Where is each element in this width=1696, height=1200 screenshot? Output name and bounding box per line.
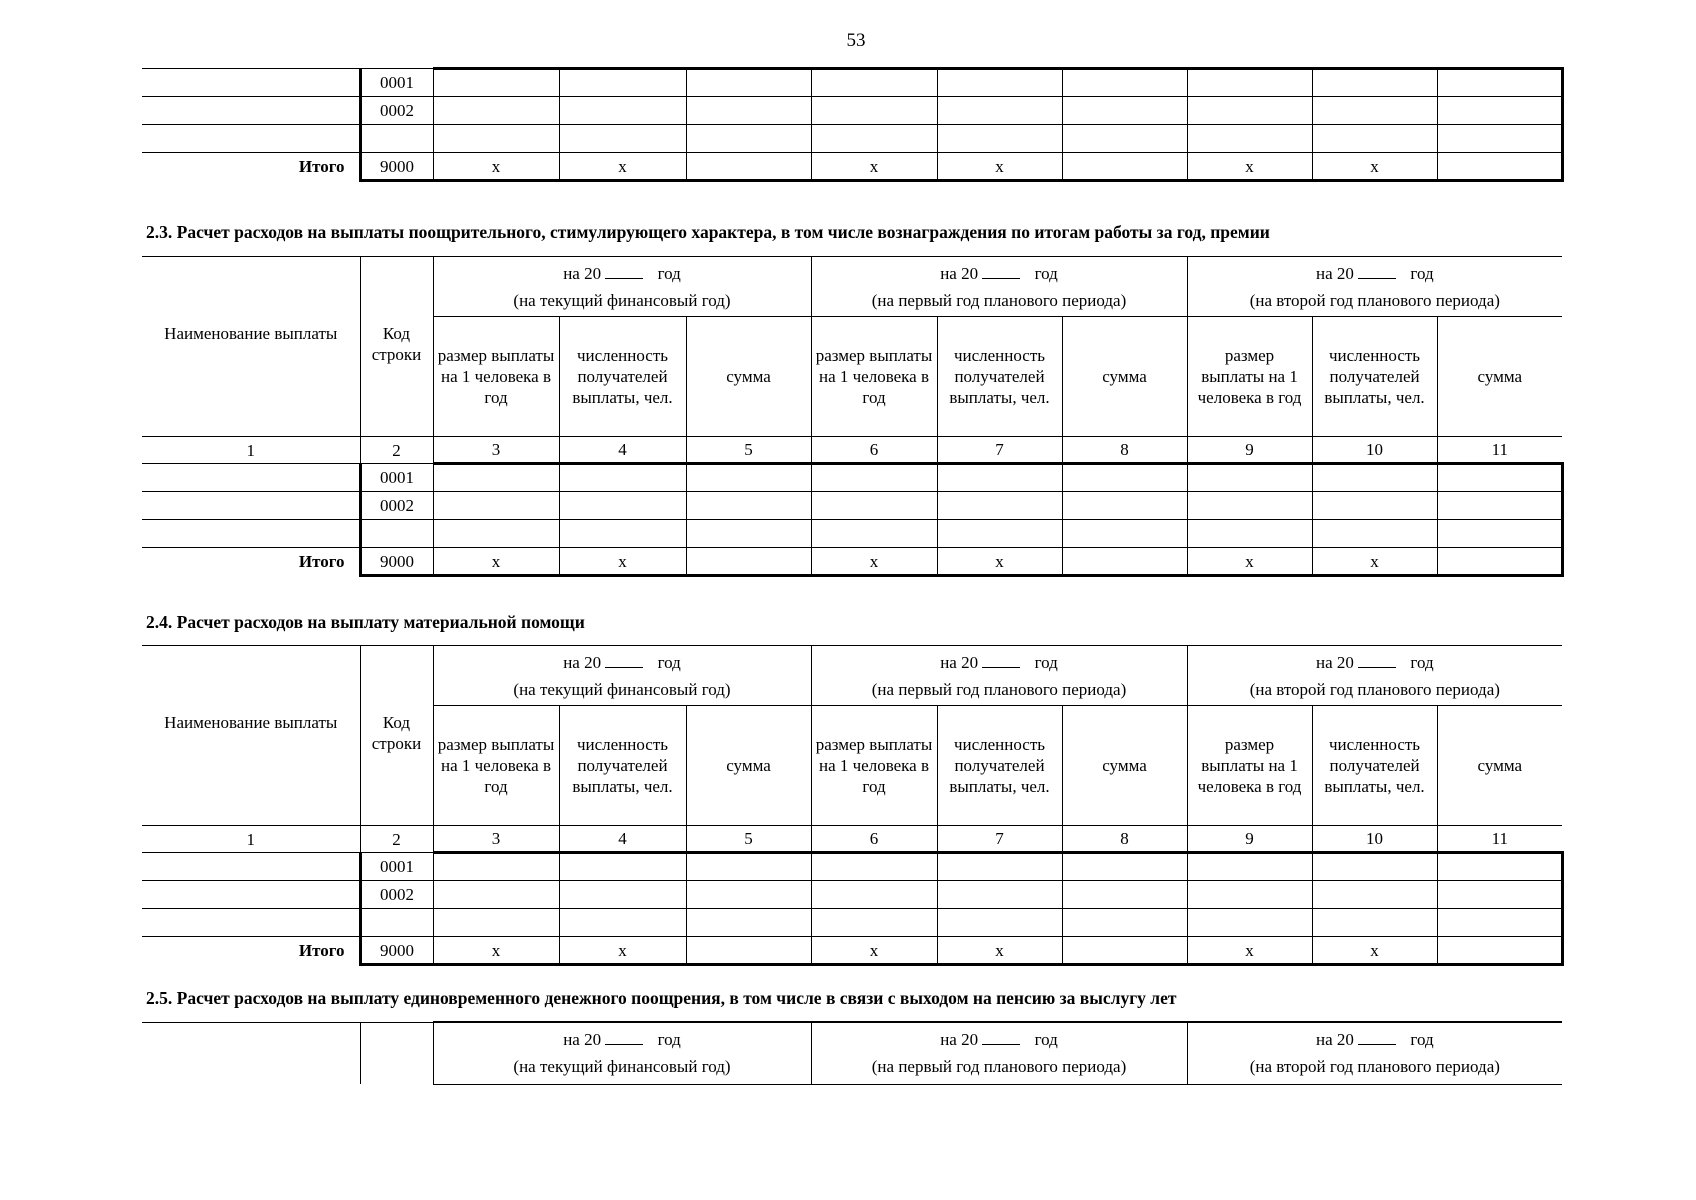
row-name-cell[interactable] bbox=[142, 909, 360, 937]
cont-cell[interactable] bbox=[1187, 125, 1312, 153]
total-x-mark: x bbox=[811, 153, 937, 181]
cont-cell[interactable] bbox=[686, 69, 811, 97]
period-suffix: год bbox=[1410, 1030, 1434, 1050]
column-number: 3 bbox=[433, 826, 559, 853]
column-number: 2 bbox=[360, 437, 433, 464]
2-3-cell[interactable] bbox=[559, 464, 686, 492]
2-4-cell[interactable] bbox=[686, 853, 811, 881]
table-continuation bbox=[142, 67, 1564, 182]
period-caption: (на второй год планового периода) bbox=[1249, 290, 1500, 310]
2-3-cell[interactable] bbox=[686, 492, 811, 520]
size-header: размер выплаты на 1 человека в год bbox=[433, 317, 559, 437]
total-x-mark: x bbox=[559, 153, 686, 181]
period-caption: (на текущий финансовый год) bbox=[513, 290, 731, 310]
table-2-4 bbox=[142, 645, 1564, 966]
column-number: 7 bbox=[937, 826, 1062, 853]
row-name-cell[interactable] bbox=[142, 125, 360, 153]
period-caption: (на второй год планового периода) bbox=[1249, 1057, 1500, 1077]
total-label: Итого bbox=[142, 153, 360, 181]
2-3-cell[interactable] bbox=[811, 492, 937, 520]
2-3-cell[interactable] bbox=[1062, 464, 1187, 492]
total-x-mark: x bbox=[1312, 937, 1437, 965]
2-4-cell[interactable] bbox=[1187, 881, 1312, 909]
row-code bbox=[360, 125, 433, 153]
size-header: размер выплаты на 1 человека в год bbox=[811, 317, 937, 437]
column-number: 10 bbox=[1312, 437, 1437, 464]
2-3-cell[interactable] bbox=[1187, 492, 1312, 520]
2-4-cell[interactable] bbox=[559, 853, 686, 881]
year-blank[interactable] bbox=[605, 652, 643, 668]
period-header bbox=[811, 257, 1187, 317]
row-name-cell[interactable] bbox=[142, 520, 360, 548]
table-row bbox=[142, 492, 1562, 520]
year-blank[interactable] bbox=[982, 263, 1020, 279]
period-caption: (на текущий финансовый год) bbox=[513, 679, 731, 699]
cont-cell[interactable] bbox=[1062, 69, 1187, 97]
2-4-cell[interactable] bbox=[1062, 853, 1187, 881]
period-suffix: год bbox=[1410, 652, 1434, 672]
period-suffix: год bbox=[657, 1030, 681, 1050]
2-3-cell[interactable] bbox=[1312, 464, 1437, 492]
column-number: 10 bbox=[1312, 826, 1437, 853]
column-number: 2 bbox=[360, 826, 433, 853]
2-4-cell[interactable] bbox=[1062, 881, 1187, 909]
cont-cell[interactable] bbox=[1437, 69, 1562, 97]
period-prefix: на 20 bbox=[563, 652, 602, 672]
cont-cell[interactable] bbox=[686, 125, 811, 153]
cont-cell[interactable] bbox=[1312, 125, 1437, 153]
total-x-mark: x bbox=[811, 548, 937, 576]
total-sum-cell[interactable] bbox=[1437, 937, 1562, 965]
cont-cell[interactable] bbox=[433, 69, 559, 97]
cont-cell[interactable] bbox=[937, 97, 1062, 125]
section-heading-2-4: 2.4. Расчет расходов на выплату материальной помощи bbox=[146, 612, 585, 632]
period-prefix: на 20 bbox=[940, 652, 979, 672]
2-4-cell[interactable] bbox=[1437, 909, 1562, 937]
row-name-cell[interactable] bbox=[142, 492, 360, 520]
total-sum-cell[interactable] bbox=[1437, 548, 1562, 576]
period-caption: (на первый год планового периода) bbox=[871, 679, 1127, 699]
total-x-mark: x bbox=[1187, 548, 1312, 576]
column-number: 4 bbox=[559, 826, 686, 853]
period-prefix: на 20 bbox=[563, 263, 602, 283]
column-number: 7 bbox=[937, 437, 1062, 464]
period-header bbox=[433, 257, 811, 317]
2-3-cell[interactable] bbox=[433, 520, 559, 548]
2-3-cell[interactable] bbox=[811, 520, 937, 548]
2-3-cell[interactable] bbox=[559, 492, 686, 520]
row-name-cell[interactable] bbox=[142, 69, 360, 97]
column-number-row bbox=[142, 826, 1562, 853]
total-x-mark: x bbox=[433, 153, 559, 181]
cont-cell[interactable] bbox=[686, 97, 811, 125]
column-number: 1 bbox=[142, 826, 360, 853]
period-suffix: год bbox=[1410, 263, 1434, 283]
row-code: 0002 bbox=[360, 492, 433, 520]
2-3-cell[interactable] bbox=[1437, 520, 1562, 548]
period-prefix: на 20 bbox=[1315, 1030, 1354, 1050]
2-3-cell[interactable] bbox=[937, 492, 1062, 520]
2-4-cell[interactable] bbox=[1062, 909, 1187, 937]
2-3-cell[interactable] bbox=[686, 520, 811, 548]
table-row bbox=[142, 69, 1562, 97]
2-3-cell[interactable] bbox=[937, 464, 1062, 492]
total-x-mark: x bbox=[1312, 548, 1437, 576]
table-row bbox=[142, 464, 1562, 492]
2-4-cell[interactable] bbox=[1312, 881, 1437, 909]
period-prefix: на 20 bbox=[563, 1030, 602, 1050]
column-number: 6 bbox=[811, 826, 937, 853]
cont-cell[interactable] bbox=[1437, 97, 1562, 125]
total-x-mark: x bbox=[1312, 153, 1437, 181]
total-code: 9000 bbox=[360, 937, 433, 965]
sum-header: сумма bbox=[1437, 317, 1562, 437]
cont-cell[interactable] bbox=[1312, 69, 1437, 97]
2-3-cell[interactable] bbox=[1187, 520, 1312, 548]
2-3-cell[interactable] bbox=[433, 492, 559, 520]
period-header bbox=[433, 1022, 811, 1084]
table-row bbox=[142, 125, 1562, 153]
code-header: Код строки bbox=[360, 646, 433, 826]
total-code: 9000 bbox=[360, 548, 433, 576]
period-suffix: год bbox=[657, 263, 681, 283]
row-code bbox=[360, 909, 433, 937]
total-row bbox=[142, 153, 1562, 181]
2-3-cell[interactable] bbox=[937, 520, 1062, 548]
count-header: численность получателей выплаты, чел. bbox=[559, 706, 686, 826]
total-sum-cell[interactable] bbox=[686, 153, 811, 181]
total-sum-cell[interactable] bbox=[1062, 937, 1187, 965]
column-number: 9 bbox=[1187, 826, 1312, 853]
2-3-cell[interactable] bbox=[433, 464, 559, 492]
2-4-cell[interactable] bbox=[433, 881, 559, 909]
cont-cell[interactable] bbox=[1187, 97, 1312, 125]
total-sum-cell[interactable] bbox=[1062, 153, 1187, 181]
2-4-cell[interactable] bbox=[433, 853, 559, 881]
2-4-cell[interactable] bbox=[1312, 853, 1437, 881]
code-header: Код строки bbox=[360, 257, 433, 437]
size-header: размер выплаты на 1 человека в год bbox=[811, 706, 937, 826]
total-sum-cell[interactable] bbox=[1062, 548, 1187, 576]
total-x-mark: x bbox=[937, 937, 1062, 965]
period-prefix: на 20 bbox=[1315, 263, 1354, 283]
table-row bbox=[142, 853, 1562, 881]
year-blank[interactable] bbox=[1358, 1029, 1396, 1045]
row-name-cell[interactable] bbox=[142, 464, 360, 492]
sum-header: сумма bbox=[1437, 706, 1562, 826]
period-header bbox=[811, 1022, 1187, 1084]
size-header: размер выплаты на 1 человека в год bbox=[433, 706, 559, 826]
row-code bbox=[360, 520, 433, 548]
column-number: 3 bbox=[433, 437, 559, 464]
column-number: 4 bbox=[559, 437, 686, 464]
2-4-cell[interactable] bbox=[686, 909, 811, 937]
cont-cell[interactable] bbox=[559, 97, 686, 125]
2-3-cell[interactable] bbox=[1312, 492, 1437, 520]
year-blank[interactable] bbox=[1358, 263, 1396, 279]
cont-cell[interactable] bbox=[1187, 69, 1312, 97]
2-4-cell[interactable] bbox=[937, 909, 1062, 937]
total-x-mark: x bbox=[559, 937, 686, 965]
2-3-cell[interactable] bbox=[1062, 520, 1187, 548]
size-header: размер выплаты на 1 человека в год bbox=[1187, 706, 1312, 826]
period-caption: (на второй год планового периода) bbox=[1249, 679, 1500, 699]
2-4-cell[interactable] bbox=[937, 853, 1062, 881]
total-code: 9000 bbox=[360, 153, 433, 181]
2-3-cell[interactable] bbox=[1437, 464, 1562, 492]
2-4-cell[interactable] bbox=[686, 881, 811, 909]
2-3-cell[interactable] bbox=[1437, 492, 1562, 520]
column-number: 5 bbox=[686, 826, 811, 853]
column-number: 11 bbox=[1437, 826, 1562, 853]
cont-cell[interactable] bbox=[937, 69, 1062, 97]
total-x-mark: x bbox=[937, 153, 1062, 181]
cont-cell[interactable] bbox=[433, 125, 559, 153]
period-header bbox=[1187, 1022, 1562, 1084]
period-header bbox=[811, 646, 1187, 706]
cont-cell[interactable] bbox=[433, 97, 559, 125]
count-header: численность получателей выплаты, чел. bbox=[1312, 706, 1437, 826]
section-heading-2-5: 2.5. Расчет расходов на выплату единовременного денежного поощрения, в том числе в связи с выходом на пенсию за выслугу лет bbox=[146, 988, 1177, 1008]
period-prefix: на 20 bbox=[940, 263, 979, 283]
column-number: 11 bbox=[1437, 437, 1562, 464]
row-name-cell[interactable] bbox=[142, 97, 360, 125]
2-4-cell[interactable] bbox=[1437, 853, 1562, 881]
2-3-cell[interactable] bbox=[1187, 464, 1312, 492]
cont-cell[interactable] bbox=[1062, 97, 1187, 125]
code-header bbox=[360, 1022, 433, 1084]
table-row bbox=[142, 520, 1562, 548]
2-4-cell[interactable] bbox=[559, 881, 686, 909]
period-prefix: на 20 bbox=[940, 1030, 979, 1050]
column-number: 5 bbox=[686, 437, 811, 464]
period-header bbox=[1187, 257, 1562, 317]
sum-header: сумма bbox=[1062, 317, 1187, 437]
row-name-cell[interactable] bbox=[142, 881, 360, 909]
cont-cell[interactable] bbox=[811, 97, 937, 125]
column-number-row bbox=[142, 437, 1562, 464]
2-4-cell[interactable] bbox=[433, 909, 559, 937]
total-x-mark: x bbox=[1187, 937, 1312, 965]
period-caption: (на текущий финансовый год) bbox=[513, 1057, 731, 1077]
cont-cell[interactable] bbox=[559, 69, 686, 97]
year-blank[interactable] bbox=[982, 1029, 1020, 1045]
period-header bbox=[433, 646, 811, 706]
table-2-5 bbox=[142, 1021, 1562, 1085]
table-row bbox=[142, 909, 1562, 937]
period-suffix: год bbox=[1034, 652, 1058, 672]
row-code: 0001 bbox=[360, 69, 433, 97]
total-sum-cell[interactable] bbox=[1437, 153, 1562, 181]
year-blank[interactable] bbox=[605, 263, 643, 279]
period-caption: (на первый год планового периода) bbox=[871, 1057, 1127, 1077]
row-code: 0001 bbox=[360, 853, 433, 881]
table-2-3 bbox=[142, 256, 1564, 577]
2-3-cell[interactable] bbox=[1062, 492, 1187, 520]
2-3-cell[interactable] bbox=[559, 520, 686, 548]
row-name-cell[interactable] bbox=[142, 853, 360, 881]
sum-header: сумма bbox=[686, 706, 811, 826]
total-x-mark: x bbox=[811, 937, 937, 965]
total-x-mark: x bbox=[433, 548, 559, 576]
count-header: численность получателей выплаты, чел. bbox=[559, 317, 686, 437]
2-4-cell[interactable] bbox=[811, 881, 937, 909]
name-header bbox=[142, 1022, 360, 1084]
2-4-cell[interactable] bbox=[811, 853, 937, 881]
year-blank[interactable] bbox=[1358, 652, 1396, 668]
total-x-mark: x bbox=[559, 548, 686, 576]
2-4-cell[interactable] bbox=[559, 909, 686, 937]
total-label: Итого bbox=[142, 548, 360, 576]
year-blank[interactable] bbox=[982, 652, 1020, 668]
period-suffix: год bbox=[1034, 263, 1058, 283]
count-header: численность получателей выплаты, чел. bbox=[937, 706, 1062, 826]
sum-header: сумма bbox=[686, 317, 811, 437]
count-header: численность получателей выплаты, чел. bbox=[1312, 317, 1437, 437]
2-4-cell[interactable] bbox=[1437, 881, 1562, 909]
total-row bbox=[142, 937, 1562, 965]
size-header: размер выплаты на 1 человека в год bbox=[1187, 317, 1312, 437]
sum-header: сумма bbox=[1062, 706, 1187, 826]
name-header: Наименование выплаты bbox=[142, 257, 360, 437]
cont-cell[interactable] bbox=[559, 125, 686, 153]
cont-cell[interactable] bbox=[1062, 125, 1187, 153]
table-row bbox=[142, 881, 1562, 909]
cont-cell[interactable] bbox=[937, 125, 1062, 153]
page-number: 53 bbox=[846, 30, 866, 51]
cont-cell[interactable] bbox=[1437, 125, 1562, 153]
total-label: Итого bbox=[142, 937, 360, 965]
2-4-cell[interactable] bbox=[811, 909, 937, 937]
column-number: 1 bbox=[142, 437, 360, 464]
row-code: 0001 bbox=[360, 464, 433, 492]
2-4-cell[interactable] bbox=[937, 881, 1062, 909]
period-caption: (на первый год планового периода) bbox=[871, 290, 1127, 310]
total-x-mark: x bbox=[433, 937, 559, 965]
total-x-mark: x bbox=[937, 548, 1062, 576]
period-suffix: год bbox=[1034, 1030, 1058, 1050]
cont-cell[interactable] bbox=[811, 69, 937, 97]
row-code: 0002 bbox=[360, 881, 433, 909]
year-blank[interactable] bbox=[605, 1029, 643, 1045]
2-3-cell[interactable] bbox=[686, 464, 811, 492]
2-4-cell[interactable] bbox=[1312, 909, 1437, 937]
column-number: 9 bbox=[1187, 437, 1312, 464]
period-header bbox=[1187, 646, 1562, 706]
2-3-cell[interactable] bbox=[811, 464, 937, 492]
section-heading-2-3: 2.3. Расчет расходов на выплаты поощрительного, стимулирующего характера, в том числе вознаграждения по итогам работы за год, премии bbox=[146, 222, 1270, 242]
2-4-cell[interactable] bbox=[1187, 909, 1312, 937]
cont-cell[interactable] bbox=[1312, 97, 1437, 125]
table-row bbox=[142, 97, 1562, 125]
2-4-cell[interactable] bbox=[1187, 853, 1312, 881]
period-suffix: год bbox=[657, 652, 681, 672]
column-number: 6 bbox=[811, 437, 937, 464]
period-prefix: на 20 bbox=[1315, 652, 1354, 672]
total-x-mark: x bbox=[1187, 153, 1312, 181]
column-number: 8 bbox=[1062, 437, 1187, 464]
total-row bbox=[142, 548, 1562, 576]
cont-cell[interactable] bbox=[811, 125, 937, 153]
2-3-cell[interactable] bbox=[1312, 520, 1437, 548]
column-number: 8 bbox=[1062, 826, 1187, 853]
row-code: 0002 bbox=[360, 97, 433, 125]
count-header: численность получателей выплаты, чел. bbox=[937, 317, 1062, 437]
name-header: Наименование выплаты bbox=[142, 646, 360, 826]
total-sum-cell[interactable] bbox=[686, 548, 811, 576]
total-sum-cell[interactable] bbox=[686, 937, 811, 965]
